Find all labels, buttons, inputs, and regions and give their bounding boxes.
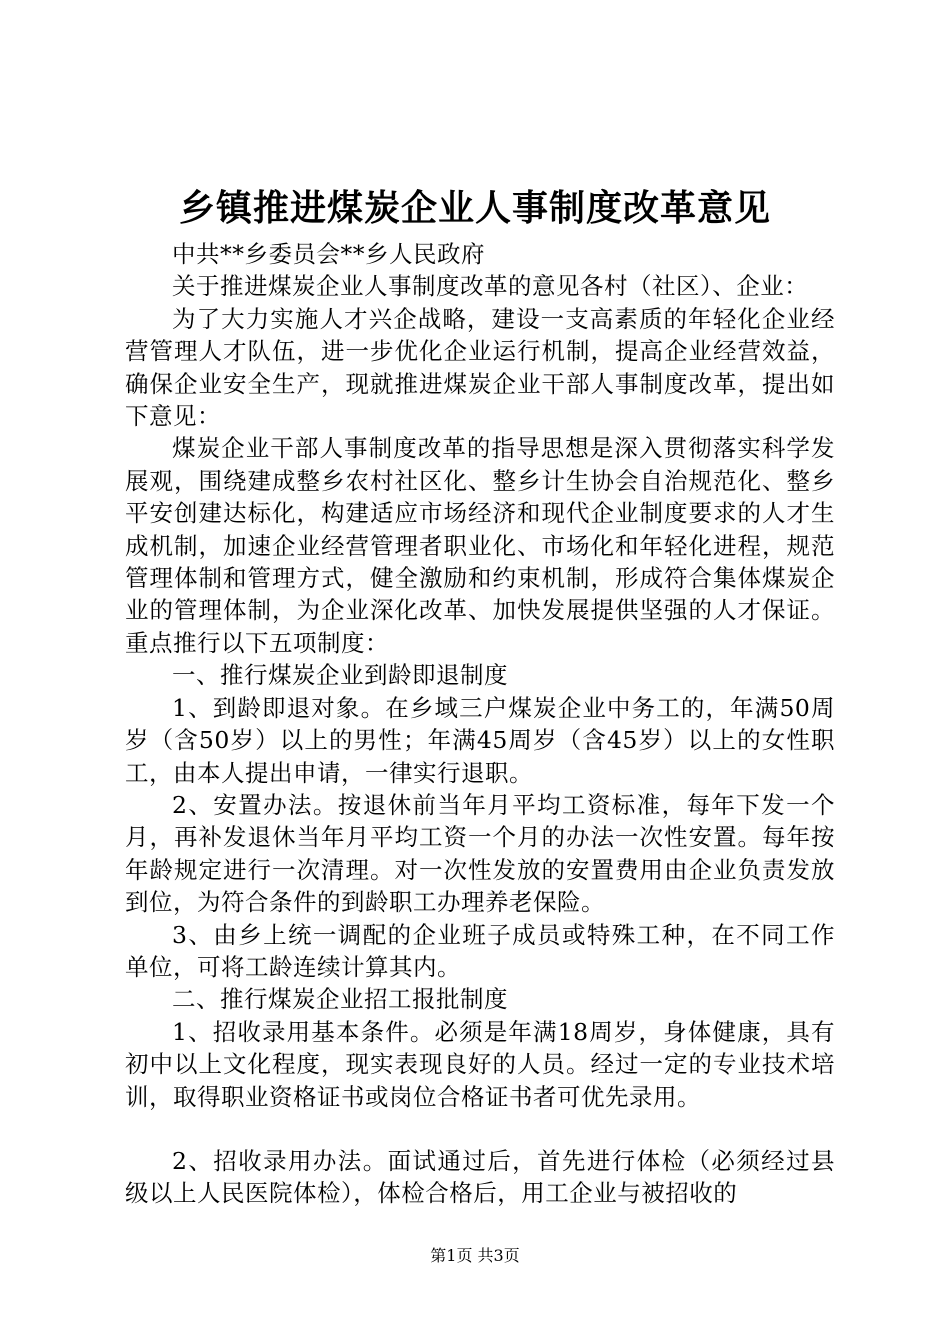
section-2-item-1: 1、招收录用基本条件。必须是年满18周岁，身体健康，具有初中以上文化程度，现实表现良好的人员。经过一定的专业技术培训，取得职业资格证书或岗位合格证书者可优先录用。 (125, 1017, 835, 1111)
section-1-item-2: 2、安置办法。按退休前当年月平均工资标准，每年下发一个月，再补发退休当年月平均工资一个月的办法一次性安置。每年按年龄规定进行一次清理。对一次性发放的安置费用由企业负责发放到位，为符合条件的到龄职工办理养老保险。 (125, 790, 835, 917)
section-1-item-3: 3、由乡上统一调配的企业班子成员或特殊工种，在不同工作单位，可将工龄连续计算其内。 (125, 920, 835, 981)
document-body (125, 238, 835, 1210)
section-2-item-2: 2、招收录用办法。面试通过后，首先进行体检（必须经过县级以上人民医院体检），体检合格后，用工企业与被招收的 (125, 1146, 835, 1208)
intro-paragraph: 为了大力实施人才兴企战略，建设一支高素质的年轻化企业经营管理人才队伍，进一步优化企业运行机制，提高企业经营效益，确保企业安全生产，现就推进煤炭企业干部人事制度改革，提出如下意见： (125, 304, 835, 431)
section-heading-1: 一、推行煤炭企业到龄即退制度 (172, 661, 508, 690)
issuer-line: 中共**乡委员会**乡人民政府 (172, 240, 485, 268)
document-title: 乡镇推进煤炭企业人事制度改革意见 (178, 187, 771, 229)
guiding-thought-paragraph: 煤炭企业干部人事制度改革的指导思想是深入贯彻落实科学发展观，围绕建成整乡农村社区化、整乡计生协会自治规范化、整乡平安创建达标化，构建适应市场经济和现代企业制度要求的人才生成机制，加速企业经营管理者职业化、市场化和年轻化进程，规范管理体制和管理方式，健全激励和约束机制，形成符合集体煤炭企业的管理体制，为企业深化改革、加快发展提供坚强的人才保证。重点推行以下五项制度： (125, 434, 835, 657)
addressee-paragraph: 关于推进煤炭企业人事制度改革的意见各村（社区）、企业： (172, 272, 809, 301)
section-heading-2: 二、推行煤炭企业招工报批制度 (172, 985, 508, 1014)
page-footer: 第1页 共3页 (430, 1246, 520, 1265)
section-1-item-1: 1、到龄即退对象。在乡域三户煤炭企业中务工的，年满50周岁（含50岁）以上的男性；年满45周岁（含45岁）以上的女性职工，由本人提出申请，一律实行退职。 (125, 693, 835, 787)
